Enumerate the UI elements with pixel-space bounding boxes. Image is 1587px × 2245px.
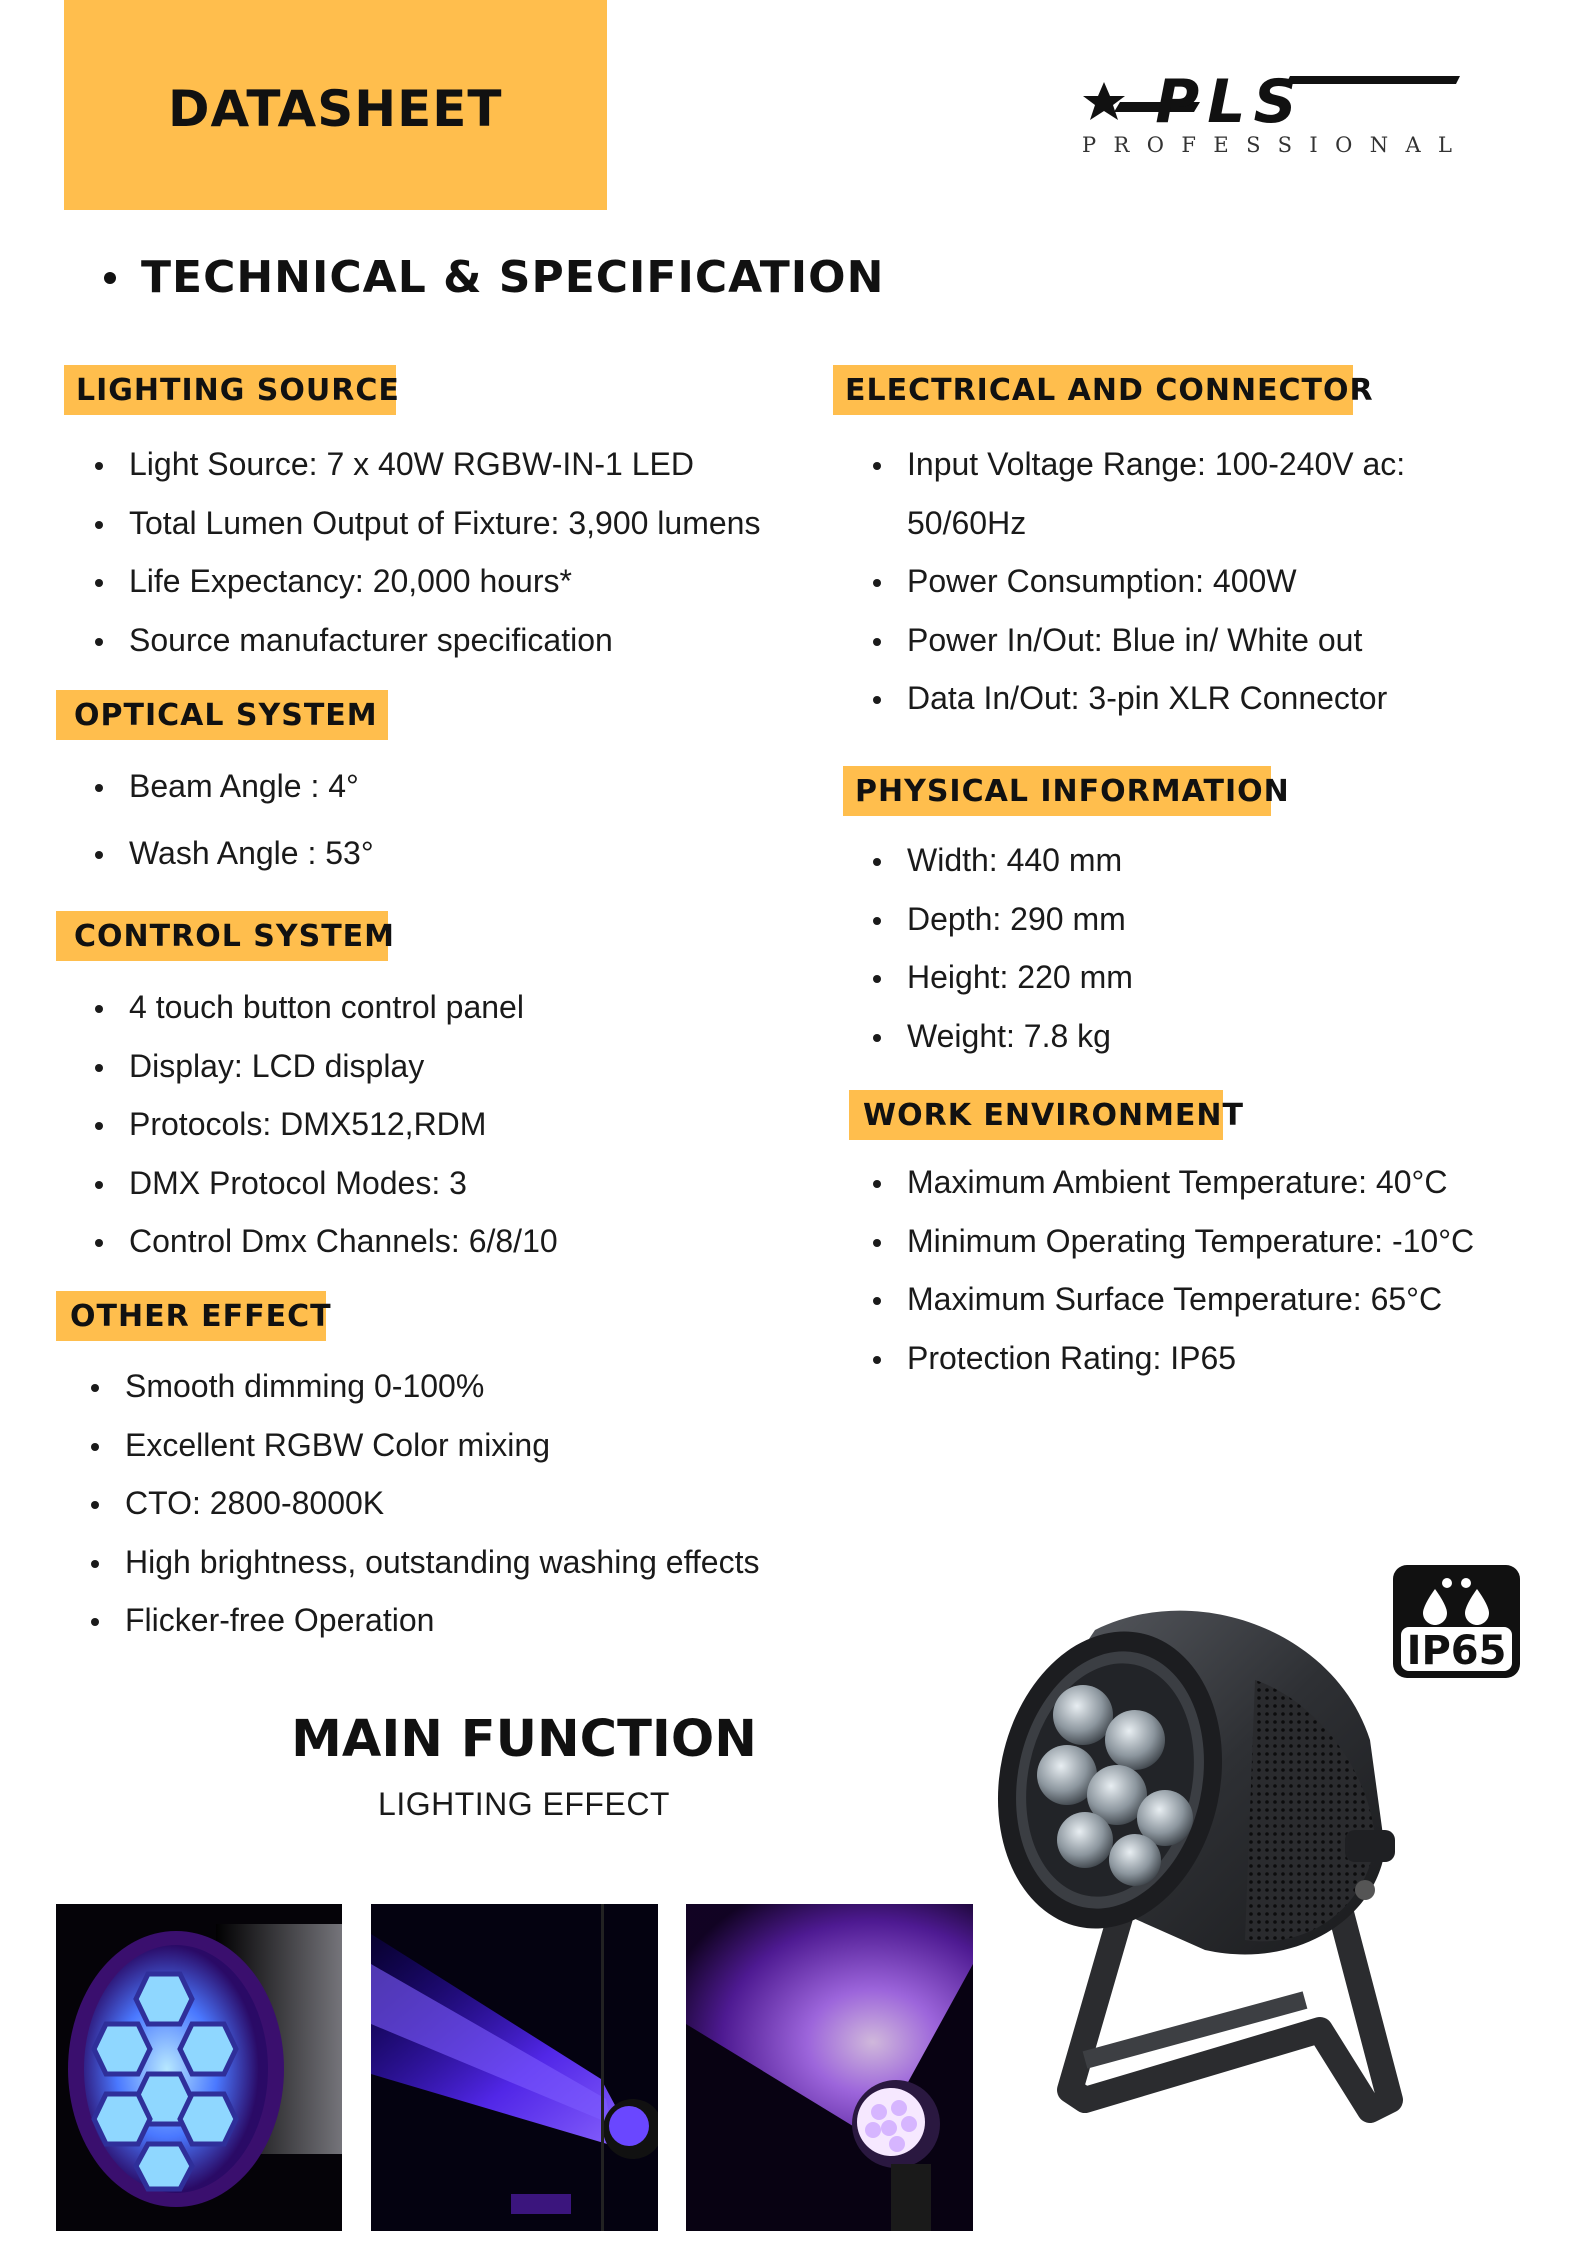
section-label-other-effect: OTHER EFFECT bbox=[56, 1291, 326, 1341]
list-item: Data In/Out: 3-pin XLR Connector bbox=[871, 669, 1405, 728]
list-optical-system bbox=[93, 757, 374, 882]
brand-name: PLS bbox=[1155, 67, 1305, 137]
section-label-physical: PHYSICAL INFORMATION bbox=[843, 766, 1271, 816]
section-label-electrical: ELECTRICAL AND CONNECTOR bbox=[833, 365, 1353, 415]
list-item: Maximum Ambient Temperature: 40°C bbox=[871, 1153, 1474, 1212]
list-item: Protocols: DMX512,RDM bbox=[93, 1095, 558, 1154]
list-lighting-source bbox=[93, 435, 760, 669]
effect-photo-beam bbox=[371, 1904, 658, 2231]
list-item: Depth: 290 mm bbox=[871, 890, 1133, 949]
brand-logo bbox=[1080, 60, 1460, 160]
list-item: Light Source: 7 x 40W RGBW-IN-1 LED bbox=[93, 435, 760, 494]
list-item: Width: 440 mm bbox=[871, 831, 1133, 890]
list-item: Power In/Out: Blue in/ White out bbox=[871, 611, 1405, 670]
list-item: Maximum Surface Temperature: 65°C bbox=[871, 1270, 1474, 1329]
main-function-subtitle: LIGHTING EFFECT bbox=[378, 1786, 670, 1822]
list-item: Height: 220 mm bbox=[871, 948, 1133, 1007]
effect-photo-fixture-closeup bbox=[56, 1904, 342, 2231]
list-item: Display: LCD display bbox=[93, 1037, 558, 1096]
list-electrical bbox=[871, 435, 1405, 728]
list-work-environment bbox=[871, 1153, 1474, 1387]
list-item: DMX Protocol Modes: 3 bbox=[93, 1154, 558, 1213]
list-item: Weight: 7.8 kg bbox=[871, 1007, 1133, 1066]
title-banner bbox=[64, 0, 607, 210]
badge-text: IP65 bbox=[1406, 1628, 1507, 1674]
section-label-lighting-source: LIGHTING SOURCE bbox=[64, 365, 396, 415]
list-control-system bbox=[93, 978, 558, 1271]
list-item: Total Lumen Output of Fixture: 3,900 lumens bbox=[93, 494, 760, 553]
list-item: 4 touch button control panel bbox=[93, 978, 558, 1037]
heading-text: TECHNICAL & SPECIFICATION bbox=[141, 252, 885, 303]
list-item: Control Dmx Channels: 6/8/10 bbox=[93, 1212, 558, 1271]
list-item: Input Voltage Range: 100-240V ac: bbox=[871, 435, 1405, 494]
list-item: Flicker-free Operation bbox=[89, 1591, 759, 1650]
list-item: Source manufacturer specification bbox=[93, 611, 760, 670]
list-physical bbox=[871, 831, 1133, 1065]
section-heading bbox=[104, 252, 884, 303]
list-item: Wash Angle : 53° bbox=[93, 824, 374, 883]
list-item: Beam Angle : 4° bbox=[93, 757, 374, 816]
brand-subtitle: PROFESSIONAL bbox=[1082, 133, 1452, 157]
bullet-icon bbox=[104, 272, 116, 284]
section-label-work-environment: WORK ENVIRONMENT bbox=[849, 1090, 1223, 1140]
list-item: Smooth dimming 0-100% bbox=[89, 1357, 759, 1416]
section-label-control-system: CONTROL SYSTEM bbox=[56, 911, 388, 961]
page-title: DATASHEET bbox=[168, 80, 503, 138]
list-item: High brightness, outstanding washing effects bbox=[89, 1533, 759, 1592]
list-item: CTO: 2800-8000K bbox=[89, 1474, 759, 1533]
list-item: Protection Rating: IP65 bbox=[871, 1329, 1474, 1388]
list-item: Life Expectancy: 20,000 hours* bbox=[93, 552, 760, 611]
list-other-effect bbox=[89, 1357, 759, 1650]
list-item: Excellent RGBW Color mixing bbox=[89, 1416, 759, 1475]
effect-photo-wash bbox=[686, 1904, 973, 2231]
section-label-optical-system: OPTICAL SYSTEM bbox=[56, 690, 388, 740]
list-item: Minimum Operating Temperature: -10°C bbox=[871, 1212, 1474, 1271]
main-function-title: MAIN FUNCTION bbox=[291, 1710, 757, 1769]
list-item: Power Consumption: 400W bbox=[871, 552, 1405, 611]
product-image bbox=[975, 1590, 1515, 2160]
list-item-continuation: 50/60Hz bbox=[907, 504, 1027, 541]
